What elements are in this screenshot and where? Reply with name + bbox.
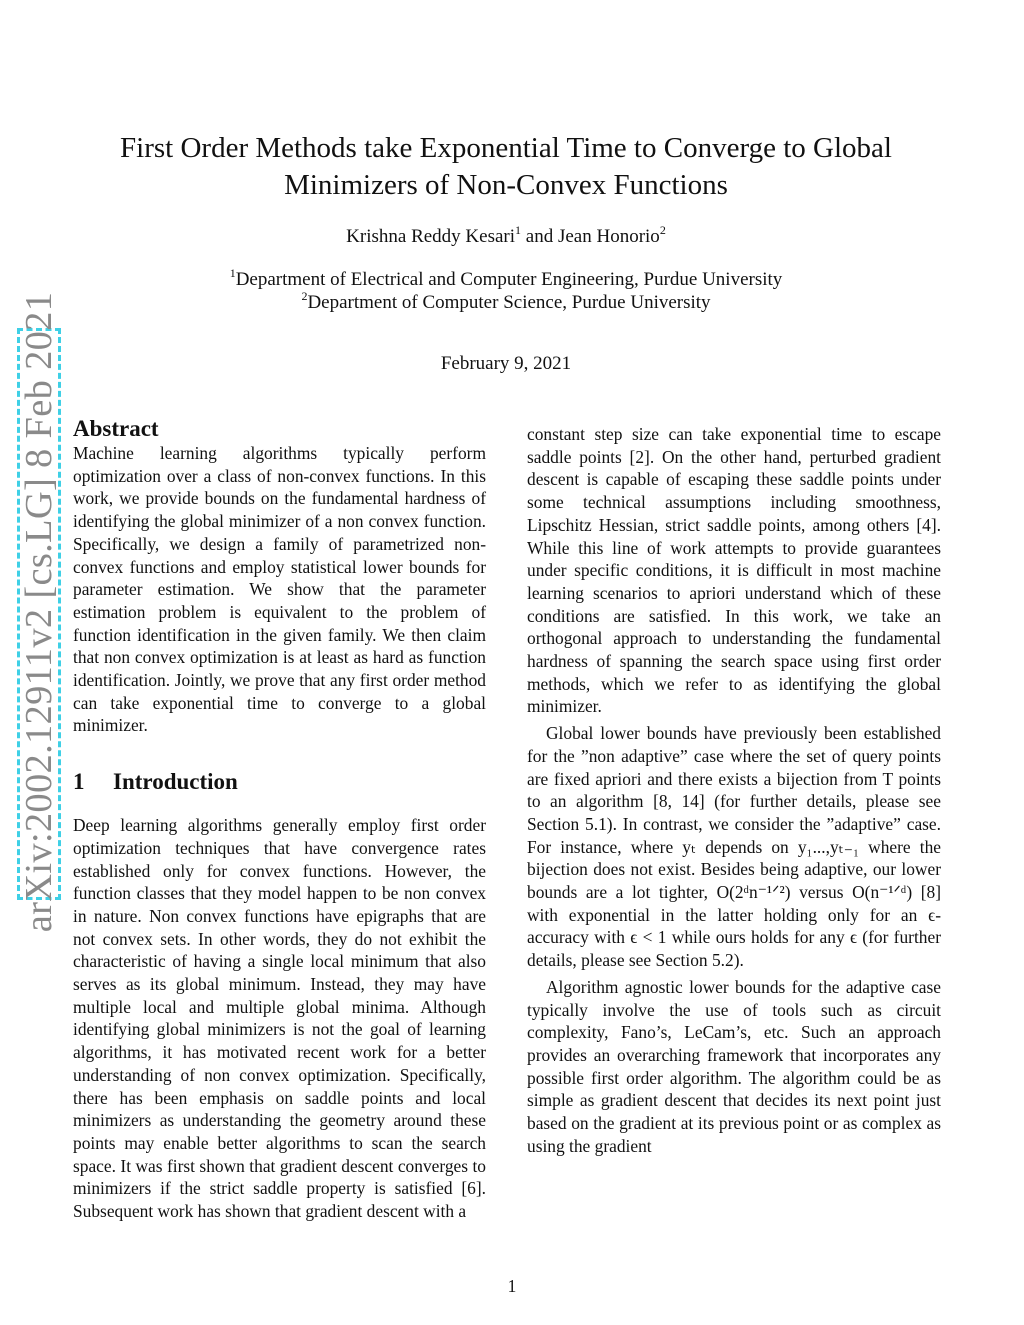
introduction-heading: [73, 769, 486, 795]
intro-paragraph-2: Global lower bounds have previously been established for the ”non adaptive” case where the set of query points are fixed apriori and there exists a bijection from T points to an algorithm [8, 14] (for further details, please see Section 5.1). In contrast, we consider the ”adaptive” case. For instance, where yₜ depends on y₁...,yₜ₋₁ where the bijection does not exist. Besides being adaptive, our lower bounds are a lot tighter, O(2ᵈn⁻¹ᐟ²) versus O(n⁻¹ᐟᵈ) [8] with exponential in the latter holding only for an ϵ-accuracy with ϵ < 1 while ours holds for any ϵ (for further details, please see Section 5.2).: [527, 723, 941, 971]
author-separator: and: [521, 226, 558, 247]
intro-paragraph-1-left: Deep learning algorithms generally employ first order optimization techniques that have convergence rates established only for convex functions. However, the function classes that they model happen to be non convex in nature. Non convex functions have epigraphs that are not convex sets. In other words, they do not exhibit the characteristic of having a single local minimum that also serves as its global minimum. Instead, they may have multiple local and multiple global minima. Although identifying global minimizers is not the goal of learning algorithms, it has motivated recent work for a better understanding of non convex optimization. Specifically, there has been emphasis on saddle points and local minimizers as understanding the geometry around these points may enable better algorithms to scan the search space. It was first shown that gradient descent converges to minimizers if the strict saddle property is satisfied [6]. Subsequent work has shown that gradient descent with a: [73, 815, 486, 1222]
author-affil-mark: 1: [515, 223, 522, 237]
intro-paragraph-3: Algorithm agnostic lower bounds for the adaptive case typically involve the use of tools such as circuit complexity, Fano’s, LeCam’s, etc. Such an approach provides an overarching framework that incorporates any possible first order algorithm. The algorithm could be as simple as gradient descent that decides its next point just based on the gradient at its previous point or as complex as using the gradient: [527, 976, 941, 1156]
page-number: 1: [507, 1276, 517, 1296]
author-name: Krishna Reddy Kesari: [346, 226, 516, 247]
section-number: 1: [73, 769, 85, 795]
affiliation-text: Department of Computer Science, Purdue University: [307, 292, 711, 313]
left-column: [73, 416, 486, 1223]
section-title: Introduction: [113, 769, 238, 795]
abstract-heading: Abstract: [73, 416, 159, 441]
abstract-text: Machine learning algorithms typically perform optimization over a class of non-convex functions. In this work, we provide bounds on the fundamental hardness of identifying the global minimizer of a non convex function. Specifically, we design a family of parametrized non-convex functions and employ statistical lower bounds for parameter estimation. We show that the parameter estimation problem is equivalent to the problem of function identification in the given family. We then claim that non convex optimization is at least as hard as function identification. Jointly, we prove that any first order method can take exponential time to converge to a global minimizer.: [73, 443, 486, 736]
intro-paragraph-1-continued: constant step size can take exponential time to escape saddle points [2]. On the other hand, perturbed gradient descent is capable of escaping these saddle points under some technical assumptions including smoothness, Lipschitz Hessian, strict saddle points, among others [4]. While this line of work attempts to provide guarantees under specific conditions, it is difficult in most machine learning scenarios to apriori understand which of these conditions are satisfied. In this work, we take an orthogonal approach to understanding the fundamental hardness of spanning the search space using first order methods, which we refer to as identifying the global minimizer.: [527, 424, 941, 717]
affiliation-2: [100, 289, 912, 314]
paper-title: First Order Methods take Exponential Time to Converge to Global Minimizers of Non-Convex Functions: [120, 132, 892, 201]
right-column: [527, 423, 941, 1158]
author-affil-mark: 2: [659, 223, 666, 237]
affiliation-mark: 2: [301, 289, 308, 303]
paper-date: February 9, 2021: [440, 353, 572, 374]
affiliation-mark: 1: [229, 266, 236, 280]
intro-paragraph-1: [73, 814, 486, 1223]
affiliation-1: [100, 266, 912, 291]
affiliation-text: Department of Electrical and Computer Engineering, Purdue University: [235, 269, 783, 290]
arxiv-identifier[interactable]: arXiv:2002.12911v2 [cs.LG] 8 Feb 2021: [18, 291, 60, 933]
author-line: [100, 223, 912, 248]
author-name: Jean Honorio: [557, 226, 660, 247]
